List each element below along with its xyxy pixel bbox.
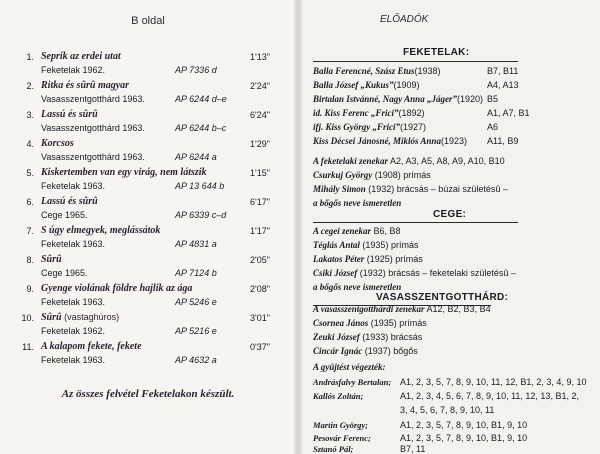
track-item — [0, 341, 296, 371]
performer-codes: A11, B9 — [487, 136, 519, 146]
track-number: 8. — [26, 255, 34, 265]
performer-codes: B5 — [487, 94, 499, 104]
track-place: Cege 1965. — [41, 210, 88, 220]
track-item — [0, 254, 296, 284]
performer-row — [313, 136, 467, 146]
track-duration: 1'13" — [250, 52, 270, 62]
track-number: 6. — [26, 197, 34, 207]
track-number: 2. — [26, 81, 34, 91]
member-name: Zeuki József — [313, 332, 360, 342]
track-number: 7. — [26, 226, 34, 236]
track-number: 3. — [26, 110, 34, 120]
collector-name: Martin György; — [313, 420, 369, 430]
collector-codes: A1, 2, 3, 4, 5, 6, 7, 8, 9, 10, 11, 12, 13, B1, 2, — [400, 391, 579, 401]
band-name: A cegei zenekar — [313, 226, 371, 236]
track-number: 11. — [22, 342, 34, 352]
performer-codes: B7, B11 — [487, 66, 519, 76]
track-duration: 1'29" — [250, 139, 270, 149]
track-duration: 0'37" — [250, 342, 270, 352]
performer-name: Kiss Décsei Jánosné, Miklós Anna — [313, 136, 441, 146]
band-note — [313, 282, 401, 292]
performer-year: (1909) — [393, 80, 420, 90]
collector-codes: 3, 4, 5, 6, 7, 8, 9, 10, 11 — [400, 405, 495, 415]
track-title: Gyenge violának földre hajlik az ága — [41, 283, 193, 294]
track-place: Feketelak 1963. — [41, 239, 106, 249]
performer-row — [313, 94, 483, 104]
performer-row — [313, 66, 441, 76]
member-name: Csiki József — [313, 268, 358, 278]
performer-row — [313, 122, 426, 132]
collector-codes: A1, 2, 3, 5, 7, 8, 9, 10, B1, 9, 10 — [400, 420, 528, 430]
track-catalog: AP 5216 e — [175, 326, 217, 336]
band-codes: A2, A3, A5, A8, A9, A10, B10 — [388, 156, 505, 166]
performer-name: id. Kiss Ferenc „Frici” — [313, 108, 399, 118]
band-member — [313, 268, 516, 278]
member-info: (1933) brácsás — [359, 332, 423, 342]
band-note-text: a bőgős neve ismeretlen — [313, 282, 402, 292]
performer-codes: A6 — [487, 122, 499, 132]
track-duration: 6'17" — [250, 197, 270, 207]
track-title: S úgy elmegyek, meglássátok — [41, 225, 161, 236]
performer-year: (1923) — [440, 136, 467, 146]
recording-note: Az összes felvétel Feketelakon készült. — [61, 388, 235, 400]
track-duration: 1'17" — [250, 226, 270, 236]
member-info: (1935) prímás — [368, 318, 427, 328]
track-item — [0, 312, 296, 342]
track-duration: 1'15" — [250, 168, 270, 178]
track-item — [0, 167, 296, 197]
performer-year: (1892) — [398, 108, 425, 118]
track-item — [0, 283, 296, 313]
track-title-text: Sûrû — [41, 312, 62, 323]
track-number: 10. — [21, 313, 34, 323]
track-title: Kiskertemben van egy virág, nem látszik — [41, 167, 207, 178]
collector-codes: A1, 2, 3, 5, 7, 8, 9, 10, 11, 12, B1, 2, 3, 4, 9, 10 — [400, 377, 587, 387]
track-title: A kalapom fekete, fekete — [41, 341, 142, 352]
performer-name: ifj. Kiss György „Frici” — [313, 122, 400, 132]
section-heading-cege: CEGE: — [433, 209, 467, 220]
track-item — [0, 51, 296, 81]
member-name: Csornea János — [313, 318, 369, 328]
collector-codes: B7, 11 — [400, 444, 426, 454]
track-duration: 2'24" — [250, 81, 270, 91]
performer-year: (1927) — [400, 122, 427, 132]
band-name: A vasasszentgotthárdi zenekar — [313, 304, 425, 314]
band-member — [313, 318, 427, 328]
performer-codes: A1, A7, B1 — [487, 108, 530, 118]
band-member — [313, 240, 418, 250]
band-member — [313, 346, 418, 356]
band-member — [313, 184, 508, 194]
track-place: Feketelak 1962. — [41, 65, 106, 75]
band-member — [313, 254, 423, 264]
track-catalog: AP 13 644 b — [175, 181, 225, 191]
collector-codes: A1, 2, 3, 5, 7, 8, 9, 10, B1, 9, 10 — [400, 433, 528, 443]
track-item — [0, 225, 296, 255]
collector-name: Kallós Zoltán; — [313, 391, 364, 401]
track-number: 9. — [26, 284, 34, 294]
track-number: 1. — [26, 52, 34, 62]
track-title: Ritka és sûrû magyar — [41, 80, 130, 91]
track-place: Feketelak 1963. — [41, 297, 106, 307]
performer-name: Balla Ferencné, Szász Etus — [313, 66, 415, 76]
member-info: (1937) bőgős — [362, 346, 418, 356]
track-place: Vasasszentgotthárd 1963. — [41, 152, 145, 162]
track-duration: 2'08" — [250, 284, 270, 294]
track-duration: 2'05" — [250, 255, 270, 265]
track-title: Lassú és sûrû — [41, 196, 98, 207]
separator-line — [313, 61, 518, 62]
performer-row — [313, 80, 420, 90]
track-place: Vasasszentgotthárd 1963. — [41, 94, 145, 104]
section-heading-vasasszentgotthard: VASASSZENTGOTTHÁRD: — [376, 292, 509, 303]
track-place: Cege 1965. — [41, 268, 88, 278]
track-catalog: AP 6244 d–e — [175, 94, 227, 104]
track-place: Feketelak 1963. — [41, 355, 106, 365]
collectors-heading-text: A gyûjtést végezték: — [313, 362, 386, 372]
band-member — [313, 332, 422, 342]
collector-name: Pesovár Ferenc; — [313, 433, 371, 443]
track-item — [0, 138, 296, 168]
section-heading-feketelak: FEKETELAK: — [403, 47, 470, 58]
collector-name: Andrásfalvy Bertalan; — [313, 377, 392, 387]
track-title: Korcsos — [41, 138, 74, 149]
member-info: (1908) prímás — [372, 170, 431, 180]
member-info: (1935) prímás — [359, 240, 419, 250]
performers-title: ELŐADÓK — [380, 14, 429, 25]
track-catalog: AP 5246 e — [175, 297, 217, 307]
track-title — [41, 312, 119, 323]
track-place: Feketelak 1963. — [41, 181, 106, 191]
member-name: Csurkuj György — [313, 170, 373, 180]
track-catalog: AP 6244 a — [175, 152, 217, 162]
member-name: Téglás Antal — [313, 240, 360, 250]
band-note-text: a bőgős neve ismeretlen — [313, 198, 402, 208]
track-catalog: AP 7336 d — [175, 65, 217, 75]
performer-name: Birtalan Istvánné, Nagy Anna „Jáger” — [313, 94, 457, 104]
track-number: 4. — [26, 139, 34, 149]
track-title: Seprik az erdei utat — [41, 51, 121, 62]
track-duration: 3'01" — [250, 313, 270, 323]
member-info: (1925) prímás — [364, 254, 423, 264]
track-catalog: AP 6244 b–c — [175, 123, 227, 133]
track-title: Sûrû — [41, 254, 62, 265]
track-catalog: AP 6339 c–d — [175, 210, 227, 220]
track-item — [0, 196, 296, 226]
member-name: Cincár Ignác — [313, 346, 363, 356]
track-title-suffix: (vastaghúros) — [61, 312, 120, 322]
track-catalog: AP 4831 a — [175, 239, 217, 249]
member-name: Mihály Simon — [313, 184, 366, 194]
band-codes: B6, B8 — [371, 226, 401, 236]
track-item — [0, 80, 296, 110]
track-number: 5. — [26, 168, 34, 178]
track-place: Feketelak 1962. — [41, 326, 106, 336]
member-info: (1932) brácsás – feketelaki születésû – — [357, 268, 516, 278]
band-name: A feketelaki zenekar — [313, 156, 388, 166]
collectors-heading — [313, 362, 385, 372]
performer-name: Balla József „Kukus” — [313, 80, 394, 90]
track-catalog: AP 4632 a — [175, 355, 217, 365]
band-row — [313, 304, 491, 314]
band-row — [313, 226, 401, 236]
band-codes: A12, B2, B3, B4 — [424, 304, 491, 314]
track-item — [0, 109, 296, 139]
track-catalog: AP 7124 b — [175, 268, 217, 278]
performer-codes: A4, A13 — [487, 80, 519, 90]
performer-year: (1920) — [456, 94, 483, 104]
separator-line — [313, 222, 518, 223]
band-note — [313, 198, 401, 208]
performer-row — [313, 108, 425, 118]
track-place: Vasasszentgotthárd 1963. — [41, 123, 145, 133]
track-title: Lassú és sûrû — [41, 109, 98, 120]
member-name: Lakatos Péter — [313, 254, 365, 264]
band-member — [313, 170, 431, 180]
side-label: B oldal — [131, 15, 165, 27]
band-row — [313, 156, 505, 166]
collector-name: Sztanó Pál; — [313, 444, 354, 454]
member-info: (1932) brácsás – búzai születésû – — [365, 184, 508, 194]
performer-year: (1938) — [414, 66, 441, 76]
track-duration: 6'24" — [250, 110, 270, 120]
